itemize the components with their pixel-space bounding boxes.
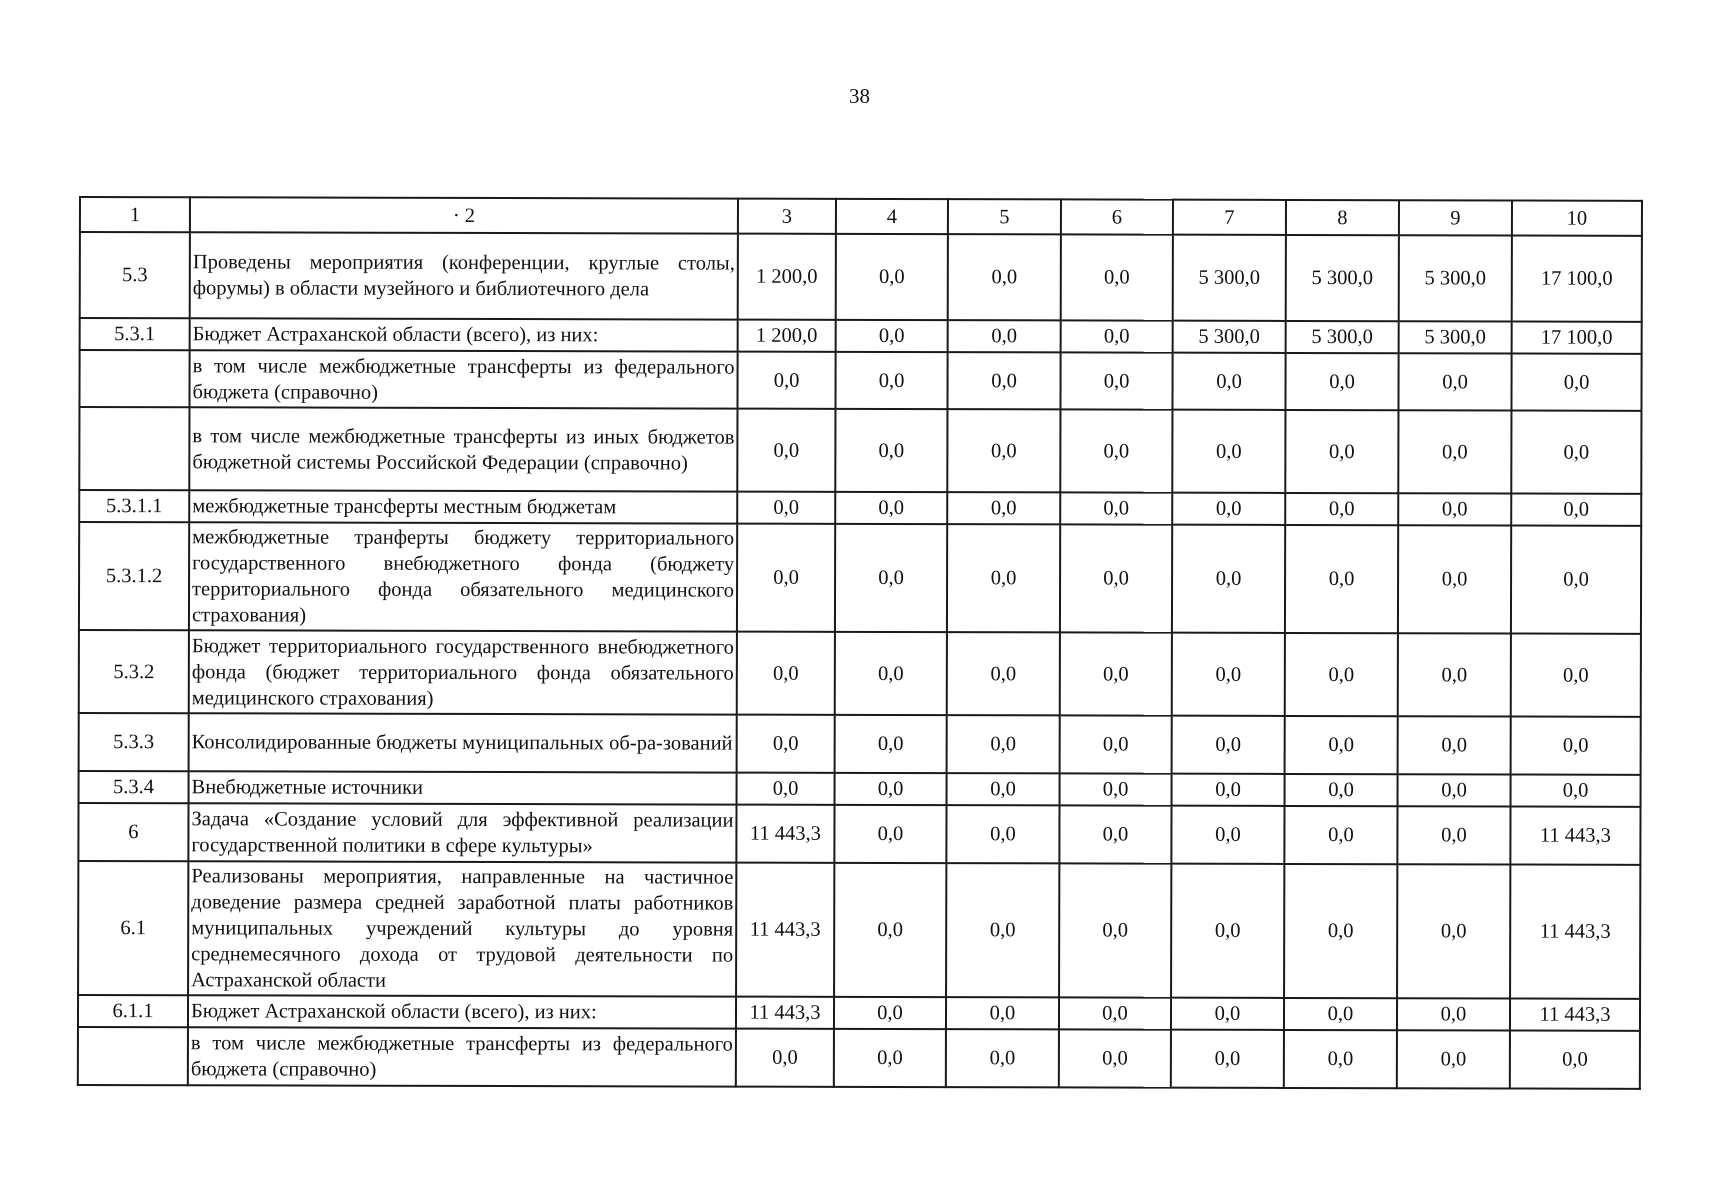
row-code: 5.3.1.2 (79, 522, 189, 630)
header-cell: 9 (1399, 200, 1512, 235)
value-cell: 0,0 (1172, 525, 1285, 633)
value-cell: 0,0 (1059, 1029, 1171, 1087)
header-cell: 3 (738, 199, 836, 234)
value-cell: 0,0 (835, 632, 947, 715)
value-cell: 0,0 (1511, 526, 1641, 634)
row-description: Внебюджетные источники (189, 771, 737, 804)
value-cell: 0,0 (1285, 716, 1398, 774)
value-cell: 0,0 (835, 773, 947, 805)
value-cell: 0,0 (835, 715, 947, 773)
value-cell: 0,0 (737, 773, 835, 805)
header-cell: 5 (948, 199, 1061, 234)
value-cell: 0,0 (946, 997, 1059, 1029)
value-cell: 0,0 (1060, 524, 1172, 632)
value-cell: 5 300,0 (1399, 235, 1512, 321)
value-cell: 1 200,0 (738, 234, 836, 320)
value-cell: 0,0 (1172, 633, 1285, 716)
value-cell: 0,0 (836, 234, 948, 320)
value-cell: 0,0 (835, 524, 947, 632)
header-cell: 4 (836, 199, 948, 234)
value-cell: 11 443,3 (736, 997, 834, 1029)
value-cell: 0,0 (1061, 234, 1173, 320)
value-cell: 0,0 (1060, 352, 1172, 409)
row-description: Бюджет территориального государственного внебюджетного фонда (бюджет территориального фонда обязательного медицинского страхования) (189, 630, 737, 714)
value-cell: 0,0 (737, 632, 835, 715)
value-cell: 0,0 (1397, 806, 1510, 864)
value-cell: 0,0 (947, 632, 1060, 715)
table-row (79, 407, 1641, 494)
value-cell: 0,0 (1171, 998, 1284, 1030)
row-description: Проведены мероприятия (конференции, круглые столы, форумы) в области музейного и библиотечного дела (190, 232, 738, 319)
value-cell: 0,0 (1397, 864, 1510, 998)
value-cell: 0,0 (1172, 774, 1285, 806)
table-row (80, 232, 1642, 322)
value-cell: 5 300,0 (1173, 235, 1286, 321)
budget-table (77, 196, 1643, 1090)
table-row (79, 522, 1641, 634)
value-cell: 0,0 (947, 773, 1060, 805)
table-row (79, 713, 1641, 775)
value-cell: 0,0 (1511, 411, 1641, 494)
value-cell: 0,0 (737, 352, 835, 409)
value-cell: 0,0 (1059, 863, 1171, 997)
table-row (79, 350, 1641, 411)
row-description: Задача «Создание условий для эффективной реализации государственной политики в сфере культуры» (188, 803, 736, 862)
value-cell: 5 300,0 (1286, 235, 1399, 321)
value-cell: 0,0 (947, 409, 1060, 492)
value-cell: 0,0 (1285, 410, 1398, 493)
value-cell: 5 300,0 (1399, 321, 1512, 353)
value-cell: 0,0 (1060, 492, 1172, 524)
value-cell: 0,0 (1171, 864, 1284, 998)
row-code: 6.1 (78, 861, 188, 995)
value-cell: 0,0 (1172, 410, 1285, 493)
value-cell: 0,0 (1510, 1030, 1640, 1088)
value-cell: 0,0 (834, 863, 946, 997)
value-cell: 0,0 (946, 805, 1059, 863)
row-description: в том числе межбюджетные трансферты из иных бюджетов бюджетной системы Российской Федерации (справочно) (189, 407, 737, 491)
value-cell: 0,0 (736, 1029, 834, 1087)
value-cell: 0,0 (1398, 493, 1511, 525)
row-description: в том числе межбюджетные трансферты из федерального бюджета (справочно) (188, 1027, 736, 1086)
row-description: Бюджет Астраханской области (всего), из них: (190, 318, 738, 351)
value-cell: 0,0 (1060, 632, 1172, 715)
table-row (79, 490, 1641, 526)
value-cell: 0,0 (835, 492, 947, 524)
value-cell: 0,0 (1511, 494, 1641, 526)
value-cell: 0,0 (946, 863, 1059, 997)
table-body (78, 197, 1642, 1089)
value-cell: 0,0 (1398, 716, 1511, 774)
value-cell: 0,0 (737, 524, 835, 632)
row-code: 5.3.4 (79, 771, 189, 803)
value-cell: 0,0 (1397, 1030, 1510, 1088)
value-cell: 0,0 (1060, 409, 1172, 492)
table-row (78, 995, 1640, 1031)
value-cell: 0,0 (947, 524, 1060, 632)
value-cell: 0,0 (1398, 410, 1511, 493)
table-row (78, 861, 1640, 999)
value-cell: 0,0 (737, 492, 835, 524)
value-cell: 1 200,0 (738, 320, 836, 352)
value-cell: 17 100,0 (1512, 236, 1642, 322)
header-cell: 7 (1173, 200, 1286, 235)
header-cell: 8 (1286, 200, 1399, 235)
value-cell: 0,0 (1398, 774, 1511, 806)
row-code: 6 (78, 803, 188, 861)
value-cell: 0,0 (947, 492, 1060, 524)
row-code: 5.3.2 (79, 630, 189, 713)
value-cell: 0,0 (1284, 864, 1397, 998)
row-description: Реализованы мероприятия, направленные на частичное доведение размера средней заработной платы работников муниципальных учреждений культуры до уровня среднемесячного дохода от трудовой деятельности по Астраханской области (188, 861, 736, 996)
row-code (79, 407, 189, 490)
value-cell: 0,0 (1284, 998, 1397, 1030)
value-cell: 11 443,3 (736, 805, 834, 863)
value-cell: 0,0 (1285, 493, 1398, 525)
value-cell: 0,0 (1059, 997, 1171, 1029)
value-cell: 11 443,3 (1510, 864, 1640, 998)
value-cell: 0,0 (948, 234, 1061, 320)
value-cell: 0,0 (1284, 806, 1397, 864)
header-cell: · 2 (190, 197, 738, 233)
table-row (79, 771, 1641, 807)
header-cell: 10 (1512, 201, 1642, 236)
value-cell: 0,0 (1398, 525, 1511, 633)
page-number: 38 (849, 84, 870, 108)
row-code (79, 350, 189, 407)
value-cell: 0,0 (947, 715, 1060, 773)
value-cell: 0,0 (1172, 353, 1285, 410)
header-cell: 1 (80, 197, 190, 232)
value-cell: 0,0 (1285, 525, 1398, 633)
header-cell: 6 (1061, 199, 1173, 234)
value-cell: 5 300,0 (1173, 321, 1286, 353)
table-row (80, 318, 1642, 354)
table-row (79, 630, 1641, 717)
table-row (78, 803, 1640, 865)
value-cell: 0,0 (947, 352, 1060, 409)
value-cell: 0,0 (834, 805, 946, 863)
row-code: 5.3.1 (80, 318, 190, 350)
row-description: межбюджетные транферты бюджету территориального государственного внебюджетного фонда (бюджету территориального фонда обязательного медицинского страхования) (189, 522, 737, 631)
value-cell: 0,0 (948, 320, 1061, 352)
row-description: Консолидированные бюджеты муниципальных об-ра-зований (189, 713, 737, 772)
value-cell: 0,0 (836, 320, 948, 352)
row-description: в том числе межбюджетные трансферты из федерального бюджета (справочно) (189, 350, 737, 408)
value-cell: 0,0 (1511, 716, 1641, 774)
value-cell: 5 300,0 (1286, 321, 1399, 353)
value-cell: 0,0 (1172, 716, 1285, 774)
header-row (80, 197, 1642, 236)
value-cell: 17 100,0 (1512, 322, 1642, 354)
value-cell: 0,0 (1059, 805, 1171, 863)
value-cell: 0,0 (1511, 354, 1641, 411)
value-cell: 0,0 (1285, 353, 1398, 410)
row-description: Бюджет Астраханской области (всего), из них: (188, 995, 736, 1028)
value-cell: 0,0 (1398, 353, 1511, 410)
row-code (78, 1027, 188, 1085)
value-cell: 0,0 (835, 409, 947, 492)
row-description: межбюджетные трансферты местным бюджетам (189, 490, 737, 523)
value-cell: 0,0 (1285, 774, 1398, 806)
value-cell: 0,0 (834, 997, 946, 1029)
value-cell: 0,0 (1171, 1030, 1284, 1088)
value-cell: 0,0 (834, 1029, 946, 1087)
row-code: 5.3.1.1 (79, 490, 189, 522)
row-code: 6.1.1 (78, 995, 188, 1027)
row-code: 5.3 (80, 232, 190, 318)
value-cell: 0,0 (1284, 1030, 1397, 1088)
value-cell: 11 443,3 (1510, 806, 1640, 864)
value-cell: 0,0 (835, 352, 947, 409)
value-cell: 0,0 (1060, 715, 1172, 773)
value-cell: 0,0 (1511, 774, 1641, 806)
value-cell: 0,0 (1398, 633, 1511, 716)
value-cell: 0,0 (1171, 806, 1284, 864)
value-cell: 0,0 (1172, 493, 1285, 525)
value-cell: 0,0 (737, 715, 835, 773)
value-cell: 0,0 (1061, 320, 1173, 352)
value-cell: 11 443,3 (736, 863, 834, 997)
table-row (78, 1027, 1640, 1089)
value-cell: 0,0 (737, 409, 835, 492)
row-code: 5.3.3 (79, 713, 189, 771)
value-cell: 0,0 (1060, 773, 1172, 805)
value-cell: 11 443,3 (1510, 998, 1640, 1030)
value-cell: 0,0 (1285, 633, 1398, 716)
value-cell: 0,0 (1511, 634, 1641, 717)
value-cell: 0,0 (1397, 998, 1510, 1030)
value-cell: 0,0 (946, 1029, 1059, 1087)
